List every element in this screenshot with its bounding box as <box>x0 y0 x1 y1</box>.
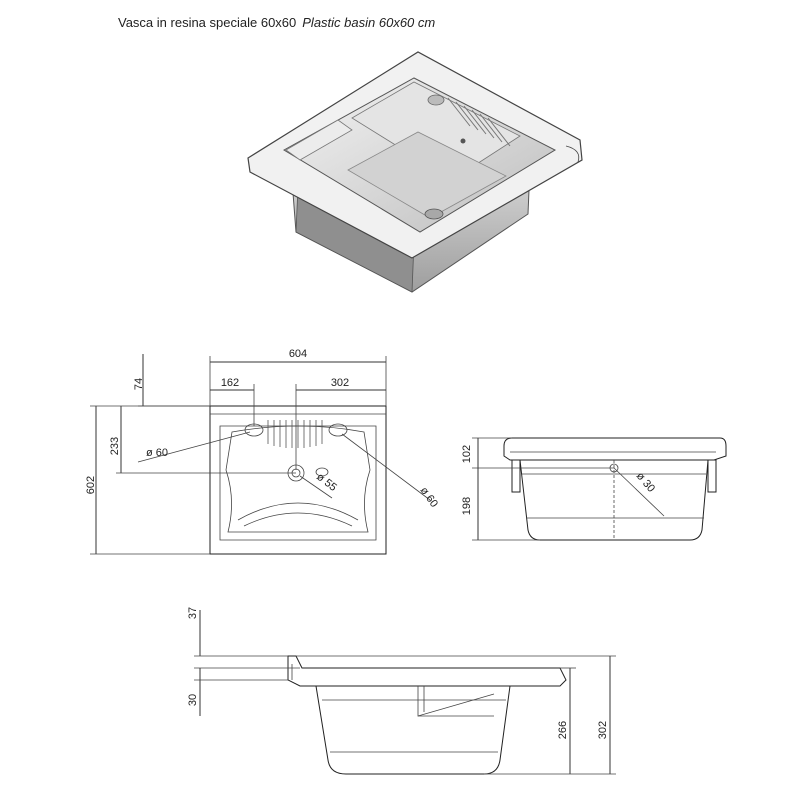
dim-right-offset: 302 <box>330 377 350 389</box>
title-english: Plastic basin 60x60 cm <box>302 15 436 30</box>
basin-3d-render <box>248 52 582 292</box>
dim-width: 604 <box>288 348 308 360</box>
dim-total-height: 302 <box>597 720 609 740</box>
dim-top-thickness: 37 <box>187 606 199 620</box>
dim-lip-thickness: 30 <box>187 693 199 707</box>
label-hole-right: ø 60 <box>417 484 440 510</box>
dim-inner-depth: 266 <box>557 720 569 740</box>
label-hole-center: ø 55 <box>314 470 339 494</box>
dim-drain-height: 233 <box>109 436 121 456</box>
dim-body-height: 198 <box>461 496 473 516</box>
label-hole-left: ø 60 <box>146 447 169 459</box>
title-italian: Vasca in resina speciale 60x60 <box>118 15 297 30</box>
dim-depth: 602 <box>85 475 97 495</box>
front-view <box>461 438 726 540</box>
dim-left-offset: 162 <box>220 377 240 389</box>
dim-top-offset: 74 <box>133 377 145 391</box>
dim-rim-height: 102 <box>461 444 473 464</box>
label-side-hole: ø 30 <box>633 470 658 495</box>
top-view <box>85 348 440 554</box>
side-view <box>187 607 616 774</box>
